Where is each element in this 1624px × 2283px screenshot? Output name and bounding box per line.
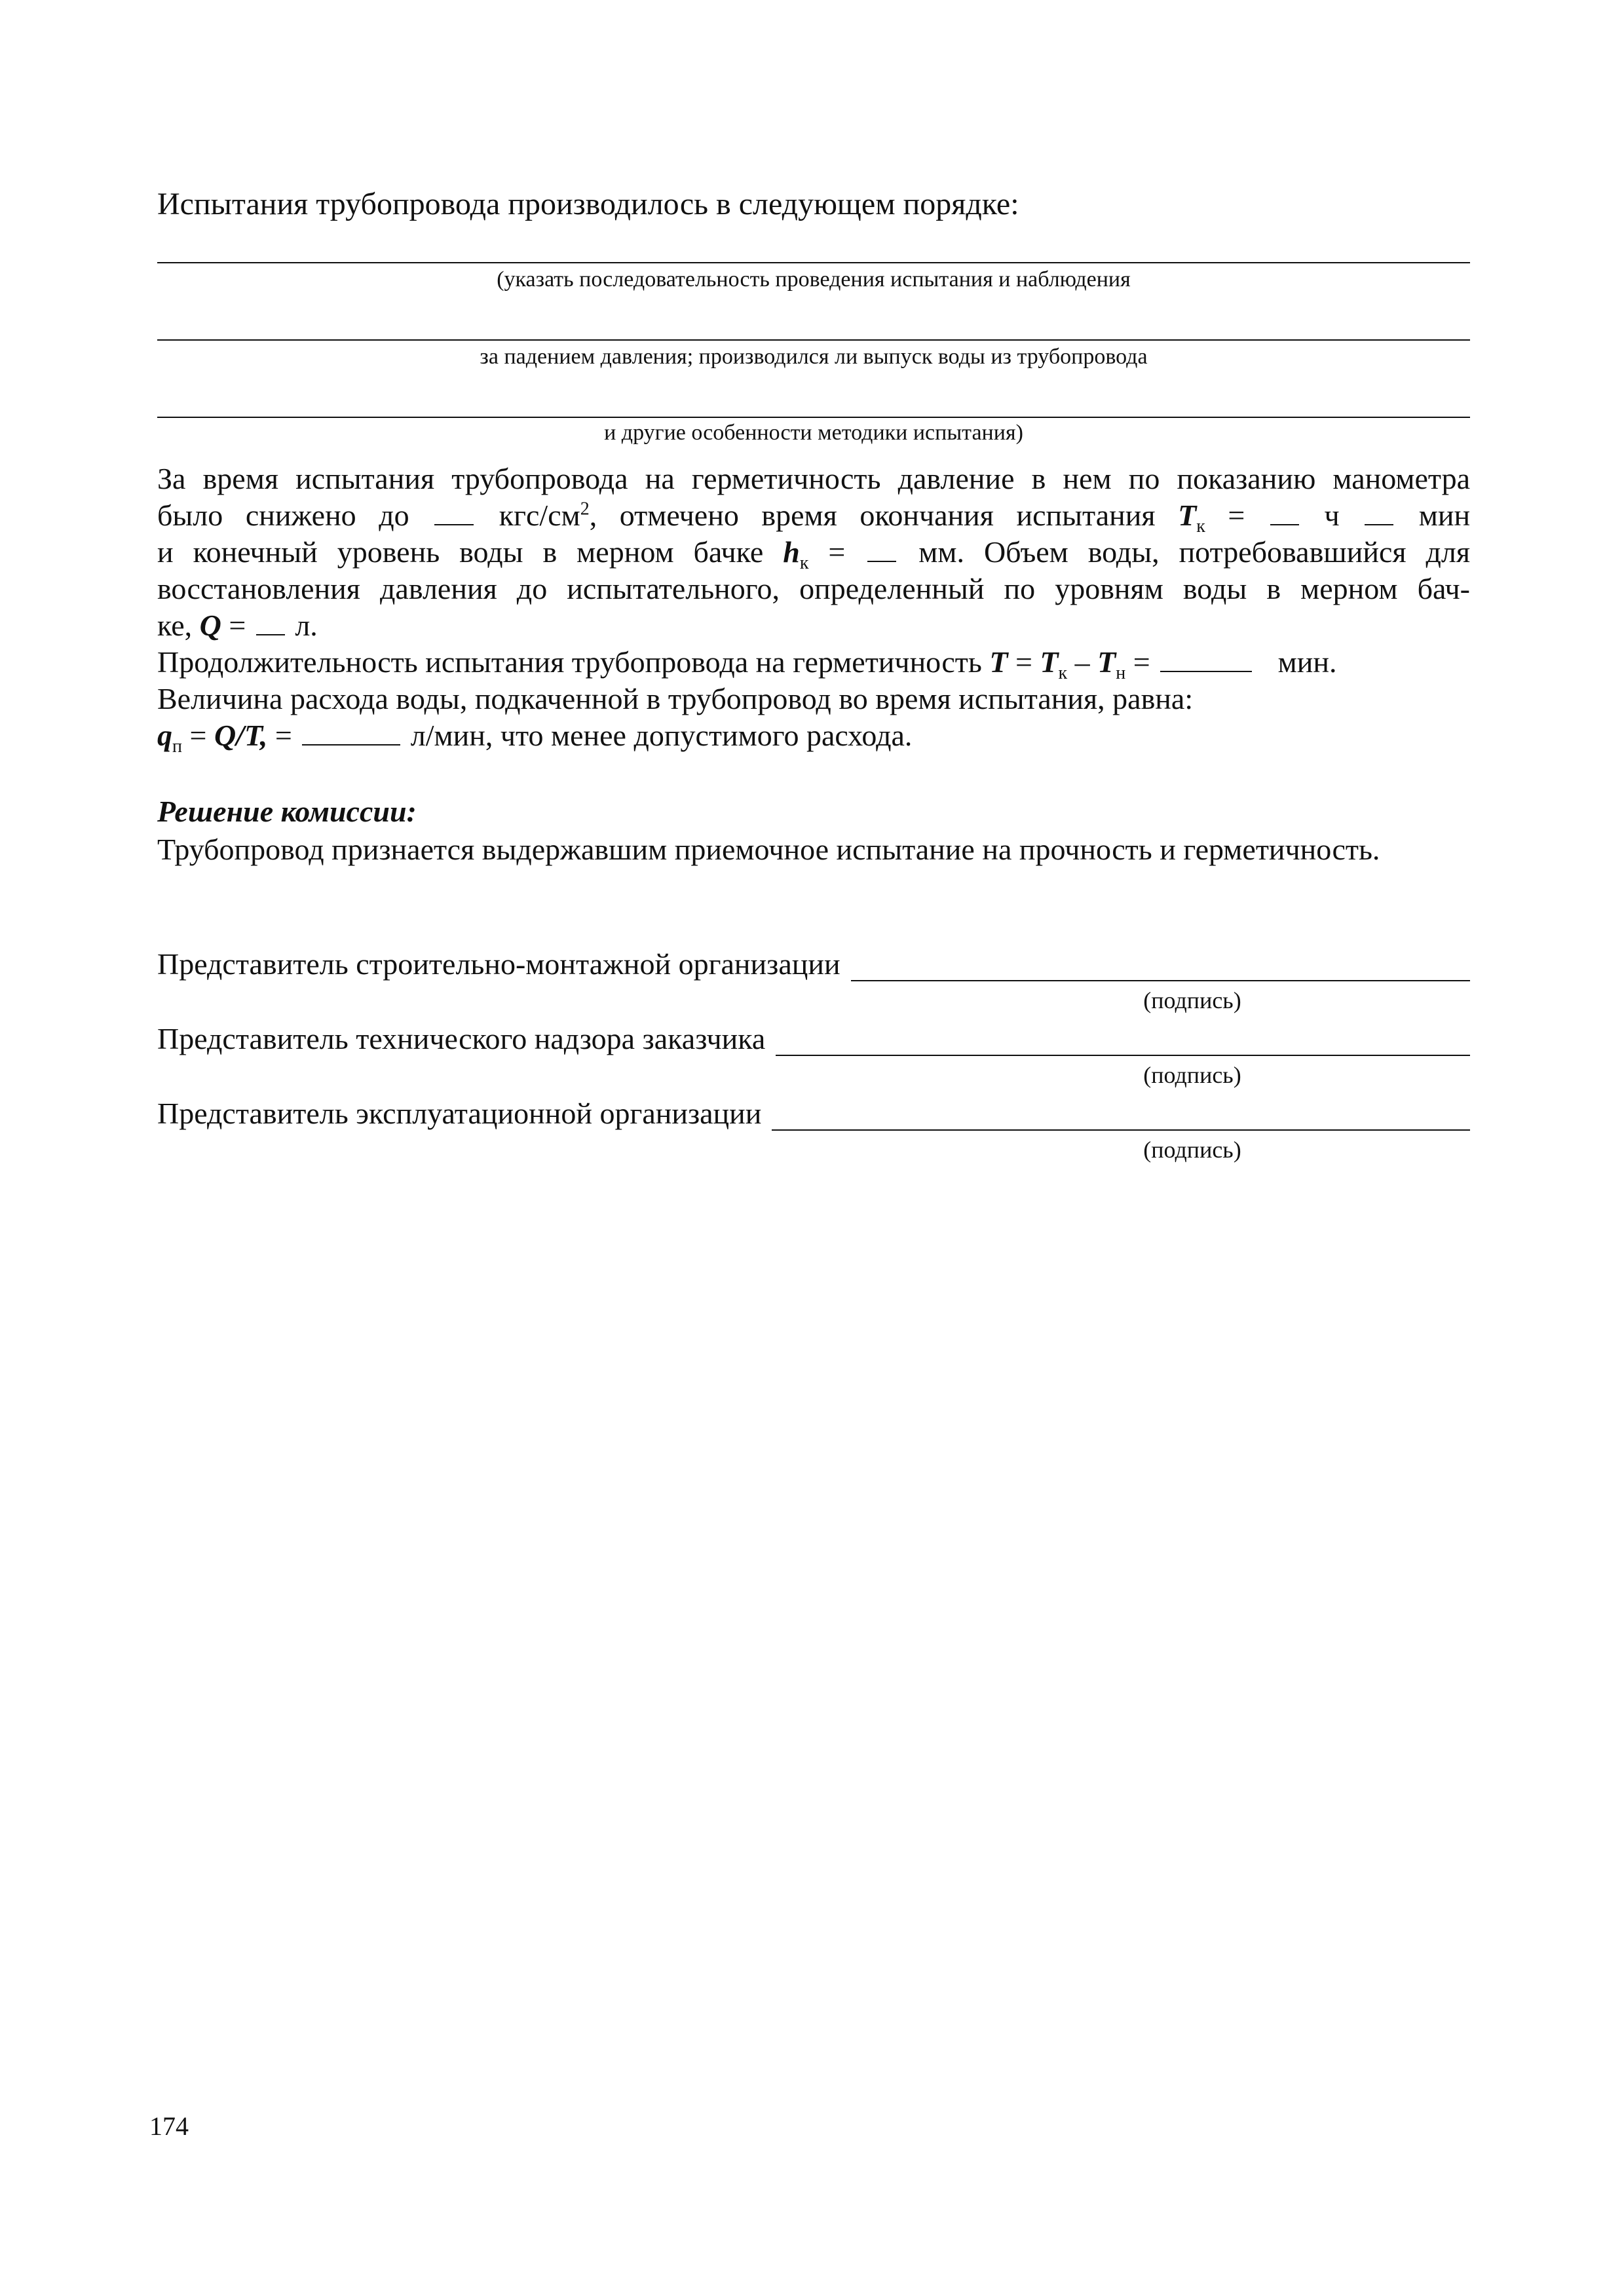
signature-label-operation: Представитель эксплуатационной организации — [157, 1097, 762, 1130]
section-heading: Испытания трубопровода производилось в следующем порядке: — [157, 187, 1019, 221]
decision-text: Трубопровод признается выдержавшим приемочное испытание на прочность и герметичность. — [157, 833, 1380, 866]
page-number: 174 — [149, 2111, 189, 2141]
paragraph-line-6: Продолжительность испытания трубопровода на герметичность $T = T_к - T_н$ = мин. — [157, 645, 1337, 684]
paragraph-line-1: За время испытания трубопровода на герметичность давление в нем по показанию манометра — [157, 462, 1470, 495]
signature-caption-2: (подпись) — [1143, 1062, 1241, 1088]
signature-row-operation — [157, 1094, 1470, 1131]
pressure-blank — [434, 498, 474, 525]
minutes-blank — [1365, 498, 1393, 525]
paragraph-line-3: и конечный уровень воды в мерном бачке $h_к$ = мм. Объем воды, потребовавшийся для — [157, 535, 1471, 574]
level-blank — [867, 535, 896, 562]
signature-label-supervision: Представитель технического надзора заказчика — [157, 1022, 766, 1055]
flow-rate-blank — [302, 718, 400, 745]
signature-row-supervision — [157, 1019, 1470, 1056]
test-results-paragraph — [157, 461, 1471, 757]
paragraph-line-4: восстановления давления до испытательного, определенный по уровням воды в мерном бач- — [157, 572, 1470, 605]
signature-line-supervision — [776, 1026, 1470, 1056]
blank-line-2 — [157, 339, 1470, 341]
hours-blank — [1270, 498, 1299, 525]
caption-2: за падением давления; производился ли выпуск воды из трубопровода — [480, 345, 1148, 369]
blank-line-3 — [157, 417, 1470, 418]
caption-3: и другие особенности методики испытания) — [604, 421, 1023, 445]
paragraph-line-8: $q_п = Q/T$, = л/мин, что менее допустимого расхода. — [157, 719, 913, 757]
volume-blank — [256, 608, 285, 635]
signature-caption-3: (подпись) — [1143, 1137, 1241, 1163]
signature-row-construction — [157, 945, 1470, 981]
paragraph-line-7: Величина расхода воды, подкаченной в трубопровод во время испытания, равна: — [157, 682, 1194, 715]
duration-blank — [1160, 645, 1252, 672]
signature-line-construction — [851, 951, 1470, 981]
blank-line-1 — [157, 262, 1470, 263]
signature-line-operation — [772, 1101, 1470, 1131]
decision-title: Решение комиссии: — [157, 795, 417, 828]
signature-caption-1: (подпись) — [1143, 987, 1241, 1013]
signature-label-construction: Представитель строительно-монтажной организации — [157, 947, 840, 981]
paragraph-line-5: ке, Q = л. — [157, 609, 318, 642]
caption-1: (указать последовательность проведения испытания и наблюдения — [497, 267, 1131, 292]
paragraph-line-2: было снижено до кгс/$см^2$, отмечено время окончания испытания $T_к = ч$ мин — [157, 499, 1471, 537]
